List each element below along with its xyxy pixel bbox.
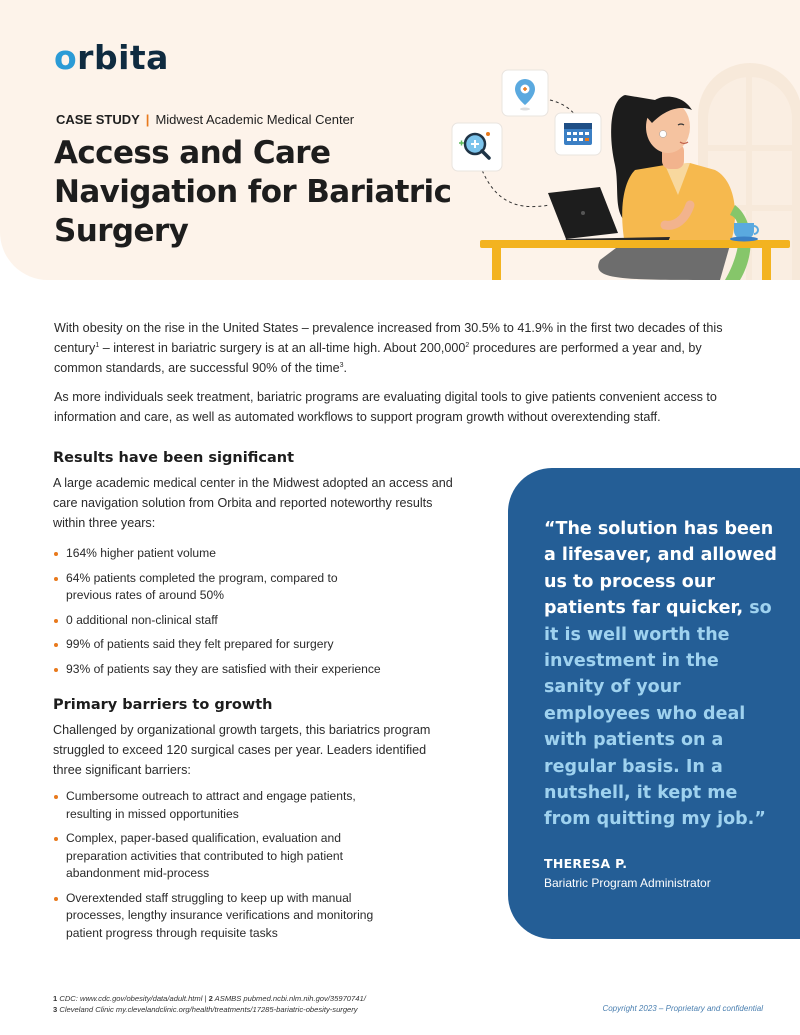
coffee-cup-icon: [730, 223, 758, 242]
location-pin-icon: [502, 70, 548, 116]
list-item: 164% higher patient volume: [53, 545, 383, 563]
orbita-logo: orbita: [54, 38, 169, 77]
magnifier-plus-icon: [452, 123, 502, 171]
copyright: Copyright 2023 – Proprietary and confidential: [602, 1004, 763, 1013]
results-body: A large academic medical center in the Midwest adopted an access and care navigation solution from Orbita and reported noteworthy results within three years:: [53, 476, 453, 530]
list-item: Complex, paper-based qualification, evaluation and preparation activities that contributed to high patient abandonment mid-process: [53, 830, 398, 883]
footnote-ref: 1: [95, 341, 100, 349]
footnote-ref: 2: [465, 341, 470, 349]
testimonial-quote: “The solution has been a lifesaver, and allowed us to process our patients far quicker, so it is well worth the investment in the sanity of your employees who deal with patients on a regular basis. In a nutshell, it kept me from quitting my job.”: [544, 519, 777, 830]
list-item: 64% patients completed the program, compared to previous rates of around 50%: [53, 570, 383, 605]
hero-banner: [0, 0, 800, 280]
barriers-body: Challenged by organizational growth targets, this bariatrics program struggled to exceed 120 surgical cases per year. Leaders identified three significant barriers:: [53, 723, 431, 777]
testimonial-role: Bariatric Program Administrator: [544, 876, 711, 890]
eyebrow-org: Midwest Academic Medical Center: [155, 112, 355, 127]
list-item: 93% of patients say they are satisfied with their experience: [53, 661, 383, 679]
intro-paragraph-1: With obesity on the rise in the United States – prevalence increased from 30.5% to 41.9% in the first two decades of this century$^1$ – interest in bariatric surgery is at an all-time high. About 200,000$^2$ procedures are performed a year and, by common standards, are successful 90% of the time$^3$.: [54, 321, 723, 375]
barriers-list: [53, 788, 398, 942]
eyebrow-label: CASE STUDY: [56, 112, 140, 127]
list-item: Cumbersome outreach to attract and engage patients, resulting in missed opportunities: [53, 788, 398, 823]
list-item: 0 additional non-clinical staff: [53, 612, 383, 630]
testimonial-card: [508, 468, 800, 939]
list-item: Overextended staff struggling to keep up with manual processes, lengthy insurance verifications and monitoring patient progress through requisite tasks: [53, 890, 398, 943]
eyebrow: [56, 112, 354, 127]
intro-paragraph-2: As more individuals seek treatment, bariatric programs are evaluating digital tools to give patients convenient access to information and care, as well as automated workflows to support program growth without overextending staff.: [54, 390, 717, 424]
hero-illustration: [440, 55, 800, 280]
eyebrow-divider: |: [145, 112, 150, 127]
intro-section: [54, 318, 748, 436]
barriers-heading: Primary barriers to growth: [53, 697, 273, 713]
results-list: [53, 545, 383, 678]
footnotes: 1 CDC: www.cdc.gov/obesity/data/adult.html | 2 ASMBS pubmed.ncbi.nlm.nih.gov/35970741/ 3 Cleveland Clinic my.clevelandclinic.org/health/treatments/17285-bariatric-obesity-surgery: [53, 994, 366, 1014]
results-heading: Results have been significant: [53, 450, 295, 466]
page-title: Access and Care Navigation for Bariatric Surgery: [54, 135, 452, 249]
footnote-ref: 3: [339, 361, 344, 369]
calendar-icon: [555, 113, 601, 155]
list-item: 99% of patients said they felt prepared for surgery: [53, 636, 383, 654]
testimonial-author: THERESA P.: [544, 856, 628, 871]
